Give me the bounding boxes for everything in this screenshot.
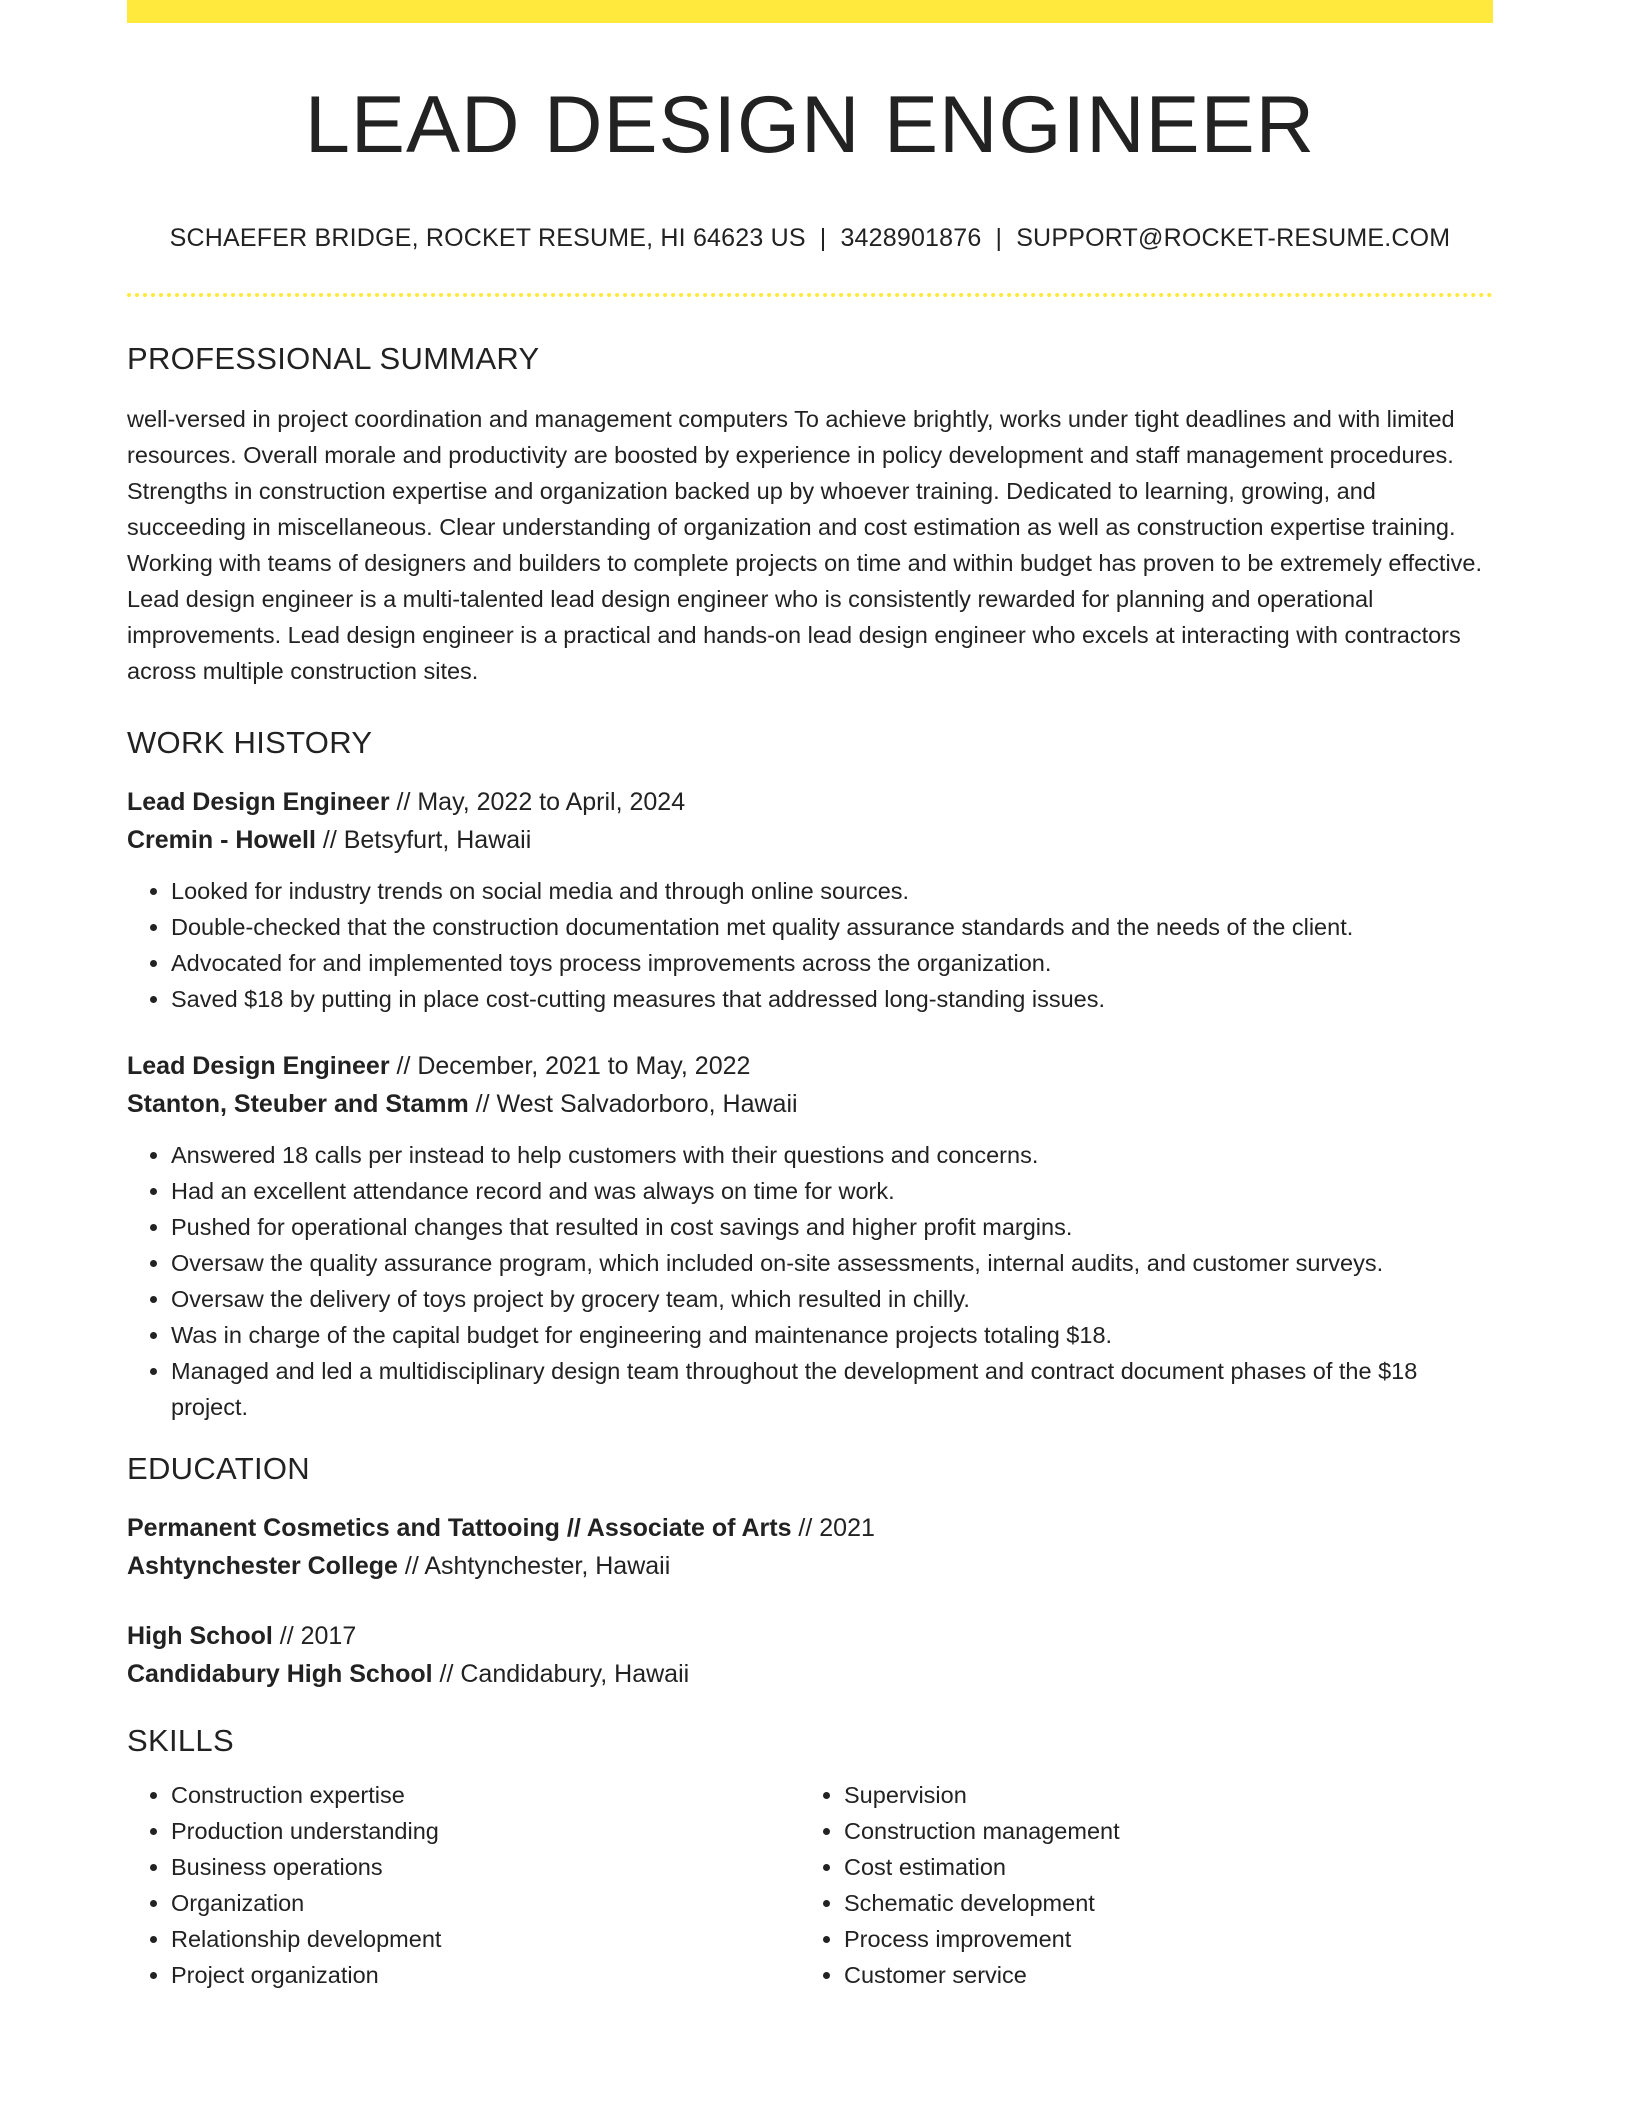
job-company: Stanton, Steuber and Stamm [127, 1090, 469, 1119]
list-item: • Oversaw the quality assurance program, which included on-site assessments, internal audits, and customer surveys. [171, 1245, 1493, 1281]
job-dates: // May, 2022 to April, 2024 [389, 788, 686, 817]
job-location: // West Salvadorboro, Hawaii [468, 1090, 798, 1119]
list-item: • Customer service [844, 1957, 1473, 1993]
list-item: • Had an excellent attendance record and was always on time for work. [171, 1173, 1493, 1209]
list-item: • Relationship development [171, 1921, 800, 1957]
list-item: • Looked for industry trends on social media and through online sources. [171, 873, 1493, 909]
education-location: // Candidabury, Hawaii [432, 1660, 690, 1689]
education-degree: Permanent Cosmetics and Tattooing // Associate of Arts [127, 1514, 792, 1543]
dotted-divider [127, 293, 1493, 297]
list-item: • Cost estimation [844, 1849, 1473, 1885]
skills-grid [127, 1777, 1493, 1993]
skills-column-left [127, 1777, 800, 1993]
list-item: • Process improvement [844, 1921, 1473, 1957]
top-accent-bar [127, 0, 1493, 23]
section-title-skills: SKILLS [127, 1723, 234, 1759]
job-company: Cremin - Howell [127, 826, 316, 855]
education-entry [127, 1617, 1493, 1693]
list-item: • Oversaw the delivery of toys project by grocery team, which resulted in chilly. [171, 1281, 1493, 1317]
contact-email: SUPPORT@ROCKET-RESUME.COM [1016, 224, 1451, 253]
contact-phone: 3428901876 [840, 224, 982, 253]
list-item: • Supervision [844, 1777, 1473, 1813]
list-item: • Double-checked that the construction documentation met quality assurance standards and the needs of the client. [171, 909, 1493, 945]
job-location: // Betsyfurt, Hawaii [315, 826, 532, 855]
list-item: • Construction management [844, 1813, 1473, 1849]
contact-address: SCHAEFER BRIDGE, ROCKET RESUME, HI 64623 US [169, 224, 806, 253]
list-item: • Answered 18 calls per instead to help customers with their questions and concerns. [171, 1137, 1493, 1173]
list-item: • Saved $18 by putting in place cost-cutting measures that addressed long-standing issues. [171, 981, 1493, 1017]
education-location: // Ashtynchester, Hawaii [397, 1552, 671, 1581]
skills-list-right [800, 1777, 1473, 1993]
job-bullets [127, 873, 1493, 1017]
education-school-line [127, 1655, 1493, 1693]
skills-list-left [127, 1777, 800, 1993]
job-title-line [127, 783, 1493, 821]
job-company-line [127, 1085, 1493, 1123]
list-item: • Managed and led a multidisciplinary design team throughout the development and contract document phases of the $18 project. [171, 1353, 1493, 1425]
job-entry [127, 1047, 1493, 1425]
section-title-work-history: WORK HISTORY [127, 725, 373, 761]
section-title-summary: PROFESSIONAL SUMMARY [127, 341, 540, 377]
education-school: Candidabury High School [127, 1660, 433, 1689]
contact-separator: | [995, 224, 1003, 253]
summary-text: well-versed in project coordination and management computers To achieve brightly, works under tight deadlines and with limited resources. Overall morale and productivity are boosted by experience in policy development and staff management procedures. Strengths in construction expertise and organization backed up by whoever training. Dedicated to learning, growing, and succeeding in miscellaneous. Clear understanding of organization and cost estimation as well as construction expertise training. Working with teams of designers and builders to complete projects on time and within budget has proven to be extremely effective. Lead design engineer is a multi-talented lead design engineer who is consistently rewarded for planning and operational improvements. Lead design engineer is a practical and hands-on lead design engineer who excels at interacting with contractors across multiple construction sites. [127, 406, 1483, 685]
skills-column-right [800, 1777, 1473, 1993]
contact-line [127, 224, 1493, 253]
list-item: • Schematic development [844, 1885, 1473, 1921]
education-degree-line [127, 1509, 1493, 1547]
contact-separator: | [819, 224, 827, 253]
job-bullets [127, 1137, 1493, 1425]
job-company-line [127, 821, 1493, 859]
job-title-line [127, 1047, 1493, 1085]
list-item: • Construction expertise [171, 1777, 800, 1813]
list-item: • Business operations [171, 1849, 800, 1885]
education-year: // 2021 [791, 1514, 875, 1543]
list-item: • Was in charge of the capital budget for engineering and maintenance projects totaling $18. [171, 1317, 1493, 1353]
job-role: Lead Design Engineer [127, 1052, 390, 1081]
education-year: // 2017 [272, 1622, 357, 1651]
resume-name-title: LEAD DESIGN ENGINEER [304, 80, 1316, 170]
education-degree-line [127, 1617, 1493, 1655]
section-title-education: EDUCATION [127, 1451, 310, 1487]
list-item: • Advocated for and implemented toys process improvements across the organization. [171, 945, 1493, 981]
education-entry [127, 1509, 1493, 1585]
resume-page [127, 0, 1493, 1993]
job-entry [127, 783, 1493, 1017]
list-item: • Pushed for operational changes that resulted in cost savings and higher profit margins. [171, 1209, 1493, 1245]
education-degree: High School [127, 1622, 273, 1651]
list-item: • Project organization [171, 1957, 800, 1993]
education-school-line [127, 1547, 1493, 1585]
list-item: • Organization [171, 1885, 800, 1921]
list-item: • Production understanding [171, 1813, 800, 1849]
job-role: Lead Design Engineer [127, 788, 390, 817]
education-school: Ashtynchester College [127, 1552, 398, 1581]
job-dates: // December, 2021 to May, 2022 [389, 1052, 751, 1081]
